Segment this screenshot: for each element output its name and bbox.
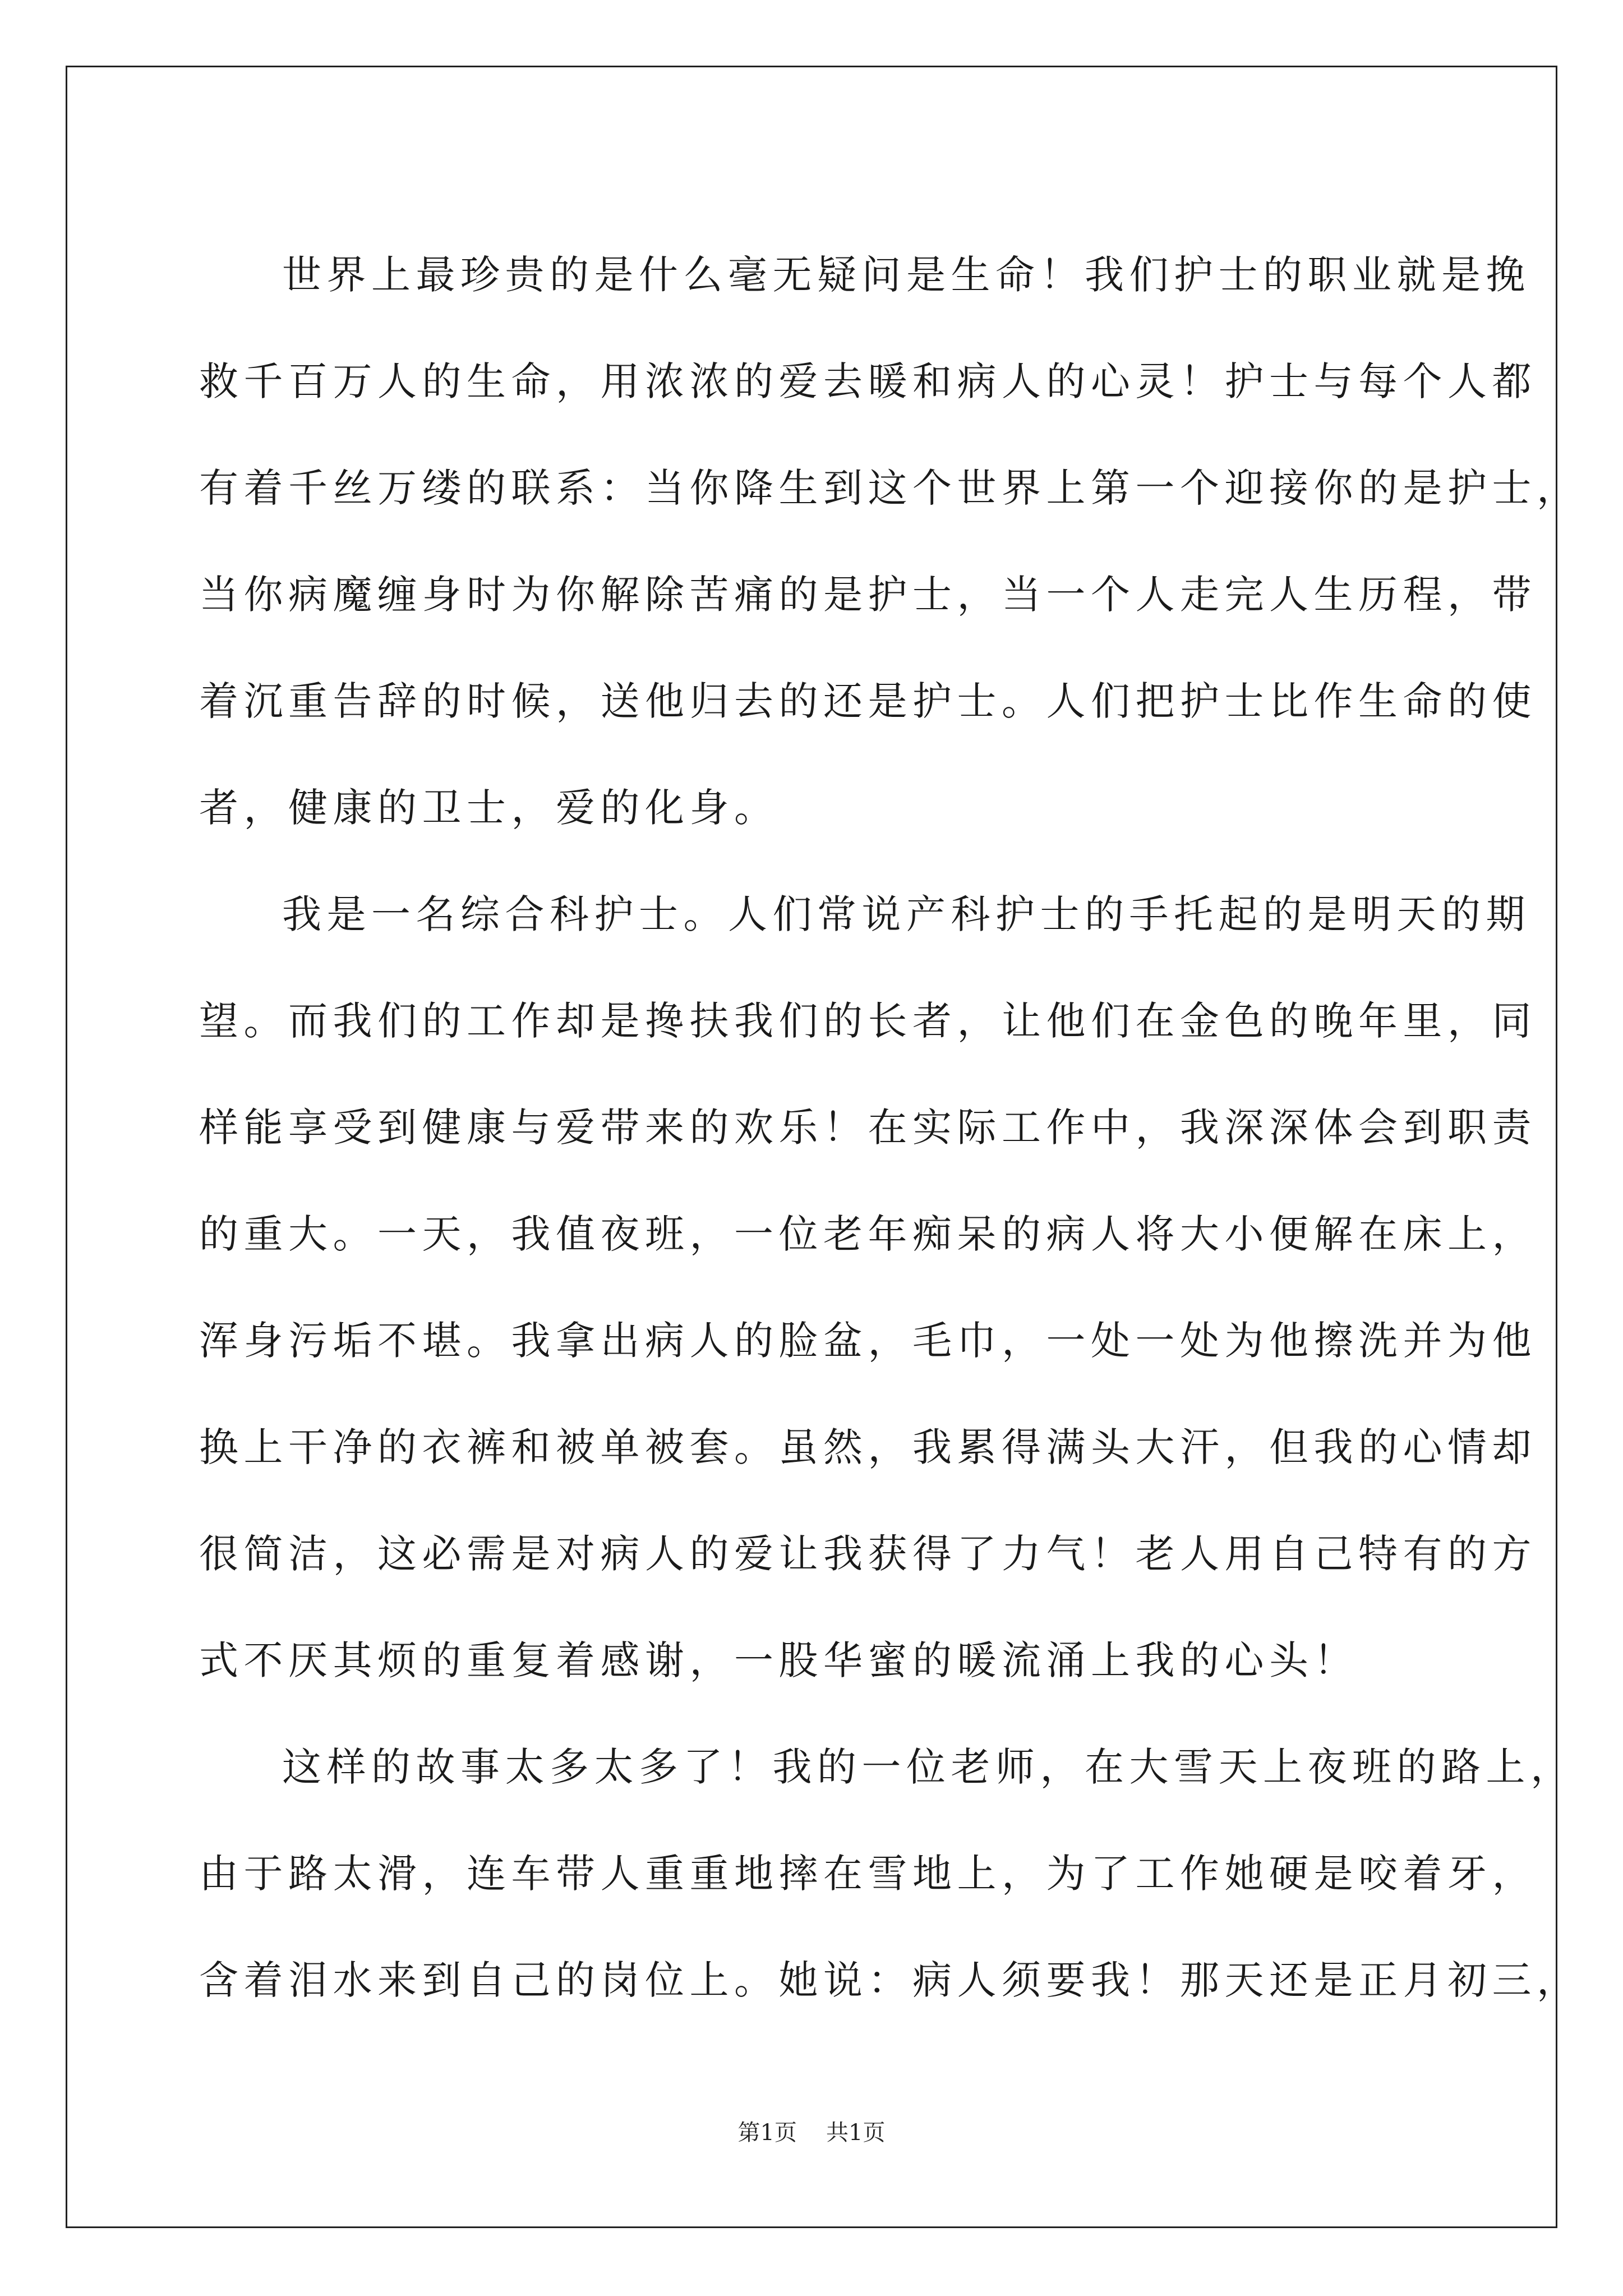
paragraph-2-line-2: 望。而我们的工作却是搀扶我们的长者，让他们在金色的晚年里，同 bbox=[199, 998, 1537, 1044]
paragraph-3-line-3: 含着泪水来到自己的岗位上。她说：病人须要我！那天还是正月初三， bbox=[199, 1957, 1581, 2003]
paragraph-1-line-3: 有着千丝万缕的联系：当你降生到这个世界上第一个迎接你的是护士， bbox=[199, 465, 1581, 511]
paragraph-2-line-1: 我是一名综合科护士。人们常说产科护士的手托起的是明天的期 bbox=[282, 891, 1530, 937]
paragraph-1-line-5: 着沉重告辞的时候，送他归去的还是护士。人们把护士比作生命的使 bbox=[199, 678, 1537, 724]
paragraph-2-line-6: 换上干净的衣裤和被单被套。虽然，我累得满头大汗，但我的心情却 bbox=[199, 1424, 1537, 1470]
paragraph-2-line-5: 浑身污垢不堪。我拿出病人的脸盆，毛巾，一处一处为他擦洗并为他 bbox=[199, 1318, 1537, 1364]
paragraph-2-line-7: 很简洁，这必需是对病人的爱让我获得了力气！老人用自己特有的方 bbox=[199, 1531, 1537, 1577]
paragraph-3-line-2: 由于路太滑，连车带人重重地摔在雪地上，为了工作她硬是咬着牙， bbox=[199, 1851, 1537, 1897]
paragraph-1-line-6: 者，健康的卫士，爱的化身。 bbox=[199, 785, 779, 831]
document-body bbox=[199, 222, 1581, 2033]
page-number-current: 第1页 bbox=[737, 2120, 797, 2146]
paragraph-1-line-1: 世界上最珍贵的是什么毫无疑问是生命！我们护士的职业就是挽 bbox=[282, 252, 1530, 298]
paragraph-2-line-4: 的重大。一天，我值夜班，一位老年痴呆的病人将大小便解在床上， bbox=[199, 1211, 1537, 1257]
paragraph-1-line-4: 当你病魔缠身时为你解除苦痛的是护士，当一个人走完人生历程，带 bbox=[199, 572, 1537, 618]
paragraph-1-line-2: 救千百万人的生命，用浓浓的爱去暖和病人的心灵！护士与每个人都 bbox=[199, 358, 1537, 404]
page-number-total: 共1页 bbox=[826, 2120, 886, 2146]
paragraph-3-line-1: 这样的故事太多太多了！我的一位老师，在大雪天上夜班的路上， bbox=[282, 1744, 1575, 1790]
page-footer bbox=[0, 2119, 1623, 2147]
paragraph-2-line-8: 式不厌其烦的重复着感谢，一股华蜜的暖流涌上我的心头！ bbox=[199, 1637, 1358, 1683]
paragraph-2-line-3: 样能享受到健康与爱带来的欢乐！在实际工作中，我深深体会到职责 bbox=[199, 1105, 1537, 1151]
